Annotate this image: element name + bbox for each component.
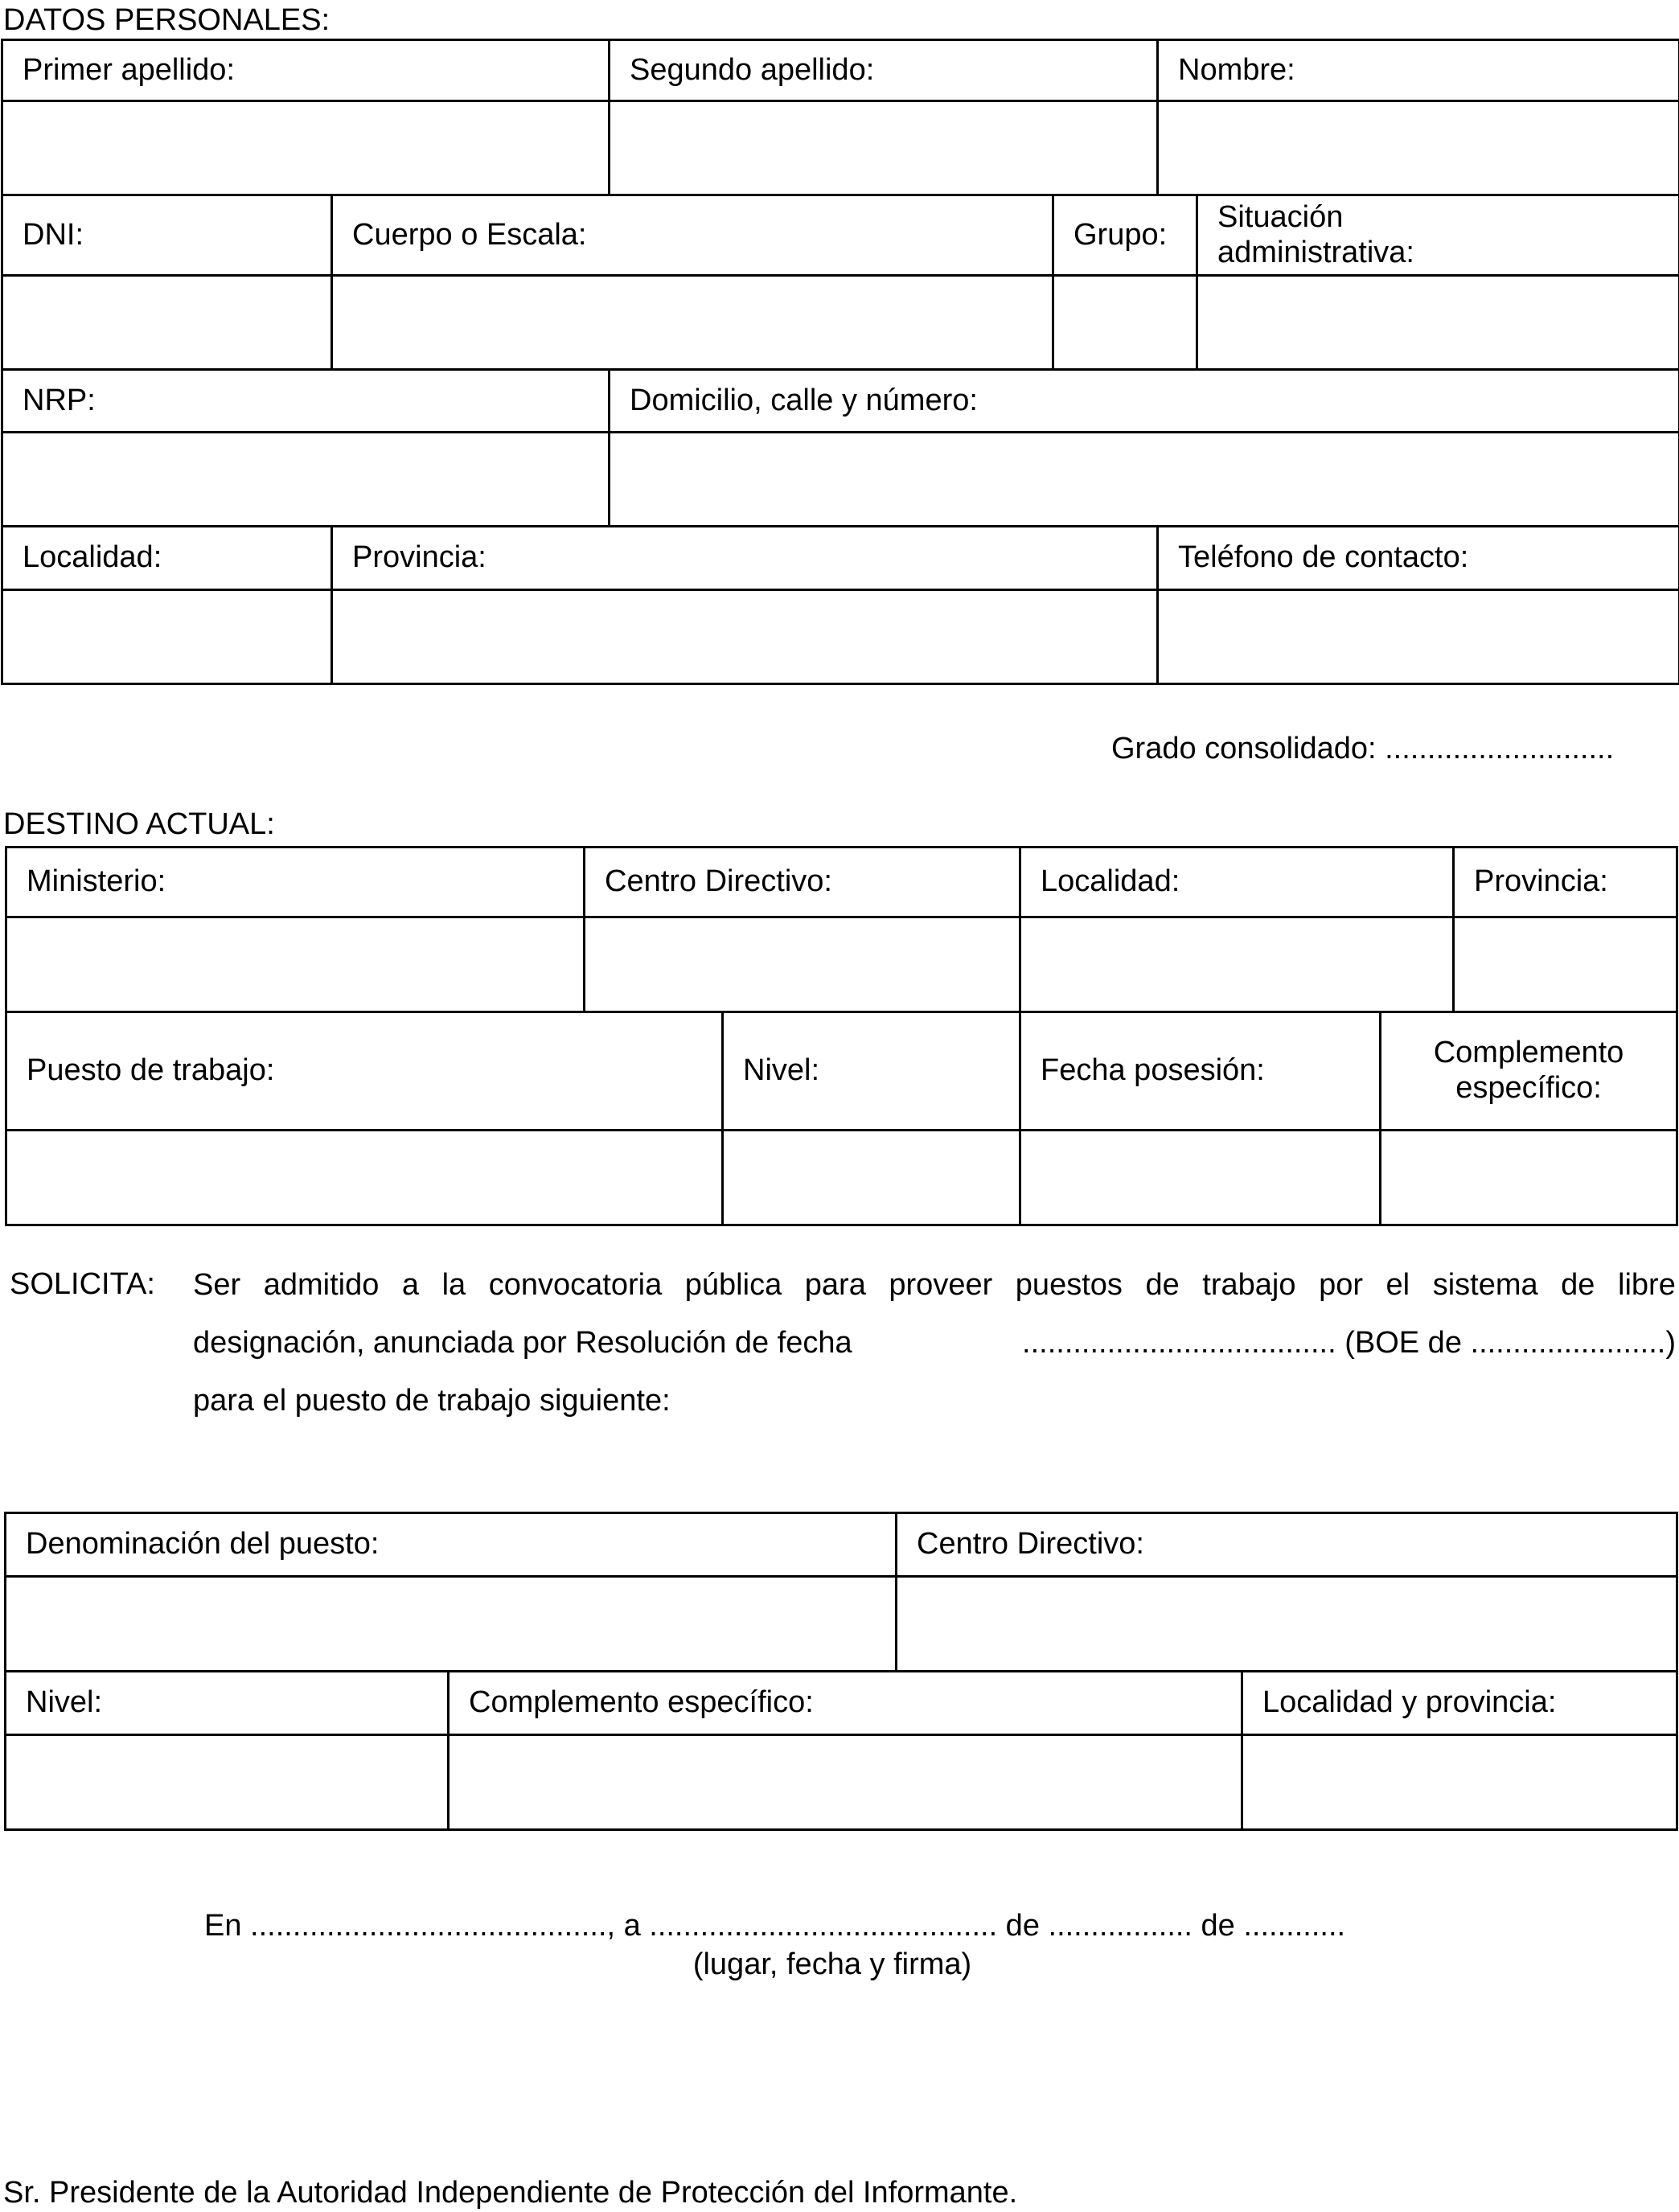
label-nrp: NRP: — [2, 370, 610, 433]
field-situacion-administrativa[interactable] — [1197, 276, 1679, 370]
label-localidad: Localidad: — [2, 527, 332, 590]
solicita-word: puestos — [1015, 1268, 1123, 1302]
field-telefono[interactable] — [1158, 590, 1679, 684]
solicita-word: por — [1319, 1268, 1363, 1302]
destino-heading: DESTINO ACTUAL: — [3, 807, 275, 841]
label-situacion-administrativa — [1197, 195, 1679, 276]
solicita-line-3: para el puesto de trabajo siguiente: — [193, 1384, 671, 1418]
label-destino-localidad: Localidad: — [1020, 847, 1454, 917]
label-provincia: Provincia: — [332, 527, 1158, 590]
field-localidad[interactable] — [2, 590, 332, 684]
label-segundo-apellido: Segundo apellido: — [610, 40, 1158, 101]
solicita-word: de — [1561, 1268, 1595, 1302]
field-nombre[interactable] — [1158, 101, 1679, 195]
personal-heading: DATOS PERSONALES: — [3, 3, 330, 37]
complemento-line-2: específico: — [1455, 1071, 1602, 1105]
label-nombre: Nombre: — [1158, 40, 1679, 101]
field-dni[interactable] — [2, 276, 332, 370]
solicita-word: para — [804, 1268, 866, 1302]
field-destino-localidad[interactable] — [1020, 917, 1454, 1012]
solicita-word: a — [401, 1268, 420, 1302]
field-puesto-complemento[interactable] — [449, 1735, 1242, 1830]
solicita-label: SOLICITA: — [10, 1267, 155, 1301]
solicita-word: admitido — [263, 1268, 380, 1302]
firma-note: (lugar, fecha y firma) — [692, 1947, 972, 1981]
solicita-word: sistema — [1432, 1268, 1538, 1302]
personal-table — [1, 39, 1679, 685]
label-denominacion-puesto: Denominación del puesto: — [6, 1513, 897, 1577]
solicita-word: trabajo — [1202, 1268, 1296, 1302]
situacion-line-2: administrativa: — [1217, 235, 1414, 269]
field-segundo-apellido[interactable] — [610, 101, 1158, 195]
field-destino-provincia[interactable] — [1454, 917, 1677, 1012]
label-puesto-trabajo: Puesto de trabajo: — [6, 1012, 723, 1131]
solicita-word: Ser — [193, 1268, 241, 1302]
label-primer-apellido: Primer apellido: — [2, 40, 610, 101]
grado-consolidado: Grado consolidado: ........................... — [1111, 732, 1615, 765]
field-destino-nivel[interactable] — [723, 1131, 1020, 1225]
field-complemento-especifico[interactable] — [1381, 1131, 1677, 1225]
destino-table — [5, 846, 1678, 1226]
field-puesto-trabajo[interactable] — [6, 1131, 723, 1225]
label-grupo: Grupo: — [1053, 195, 1197, 276]
field-ministerio[interactable] — [6, 917, 585, 1012]
label-puesto-centro-directivo: Centro Directivo: — [897, 1513, 1677, 1577]
solicita-word: de — [1145, 1268, 1180, 1302]
solicita-word: libre — [1618, 1268, 1676, 1302]
label-dni: DNI: — [2, 195, 332, 276]
label-ministerio: Ministerio: — [6, 847, 585, 917]
label-cuerpo-escala: Cuerpo o Escala: — [332, 195, 1053, 276]
label-destino-provincia: Provincia: — [1454, 847, 1677, 917]
field-cuerpo-escala[interactable] — [332, 276, 1053, 370]
situacion-line-1: Situación — [1217, 199, 1344, 234]
label-fecha-posesion: Fecha posesión: — [1020, 1012, 1381, 1131]
solicita-word: convocatoria — [488, 1268, 663, 1302]
solicita-line-2 — [193, 1314, 1676, 1372]
solicita-word: proveer — [889, 1268, 993, 1302]
field-domicilio[interactable] — [610, 433, 1679, 527]
field-nrp[interactable] — [2, 433, 610, 527]
field-localidad-provincia[interactable] — [1242, 1735, 1677, 1830]
solicita-line-2b: ..................................... (BOE de .......................) — [1022, 1326, 1676, 1360]
field-puesto-nivel[interactable] — [6, 1735, 449, 1830]
label-destino-nivel: Nivel: — [723, 1012, 1020, 1131]
solicita-word: pública — [684, 1268, 782, 1302]
label-domicilio: Domicilio, calle y número: — [610, 370, 1679, 433]
field-fecha-posesion[interactable] — [1020, 1131, 1381, 1225]
field-centro-directivo[interactable] — [585, 917, 1020, 1012]
destinatario: Sr. Presidente de la Autoridad Independiente de Protección del Informante. — [3, 2176, 1018, 2210]
label-localidad-provincia: Localidad y provincia: — [1242, 1672, 1677, 1735]
label-puesto-nivel: Nivel: — [6, 1672, 449, 1735]
complemento-line-1: Complemento — [1433, 1036, 1624, 1070]
solicita-line-2a: designación, anunciada por Resolución de fecha — [193, 1326, 852, 1360]
field-grupo[interactable] — [1053, 276, 1197, 370]
field-puesto-centro-directivo[interactable] — [897, 1577, 1677, 1672]
label-complemento-especifico — [1381, 1012, 1677, 1131]
field-provincia[interactable] — [332, 590, 1158, 684]
field-denominacion-puesto[interactable] — [6, 1577, 897, 1672]
field-primer-apellido[interactable] — [2, 101, 610, 195]
label-puesto-complemento: Complemento específico: — [449, 1672, 1242, 1735]
puesto-table — [4, 1512, 1678, 1831]
solicita-text — [193, 1256, 1676, 1430]
label-telefono: Teléfono de contacto: — [1158, 527, 1679, 590]
solicita-line-1 — [193, 1256, 1676, 1314]
firma-line: En .........................................., a ......................................... de ................. de ............ — [204, 1909, 1346, 1943]
label-centro-directivo: Centro Directivo: — [585, 847, 1020, 917]
solicita-word: la — [441, 1268, 466, 1302]
solicita-word: el — [1385, 1268, 1410, 1302]
